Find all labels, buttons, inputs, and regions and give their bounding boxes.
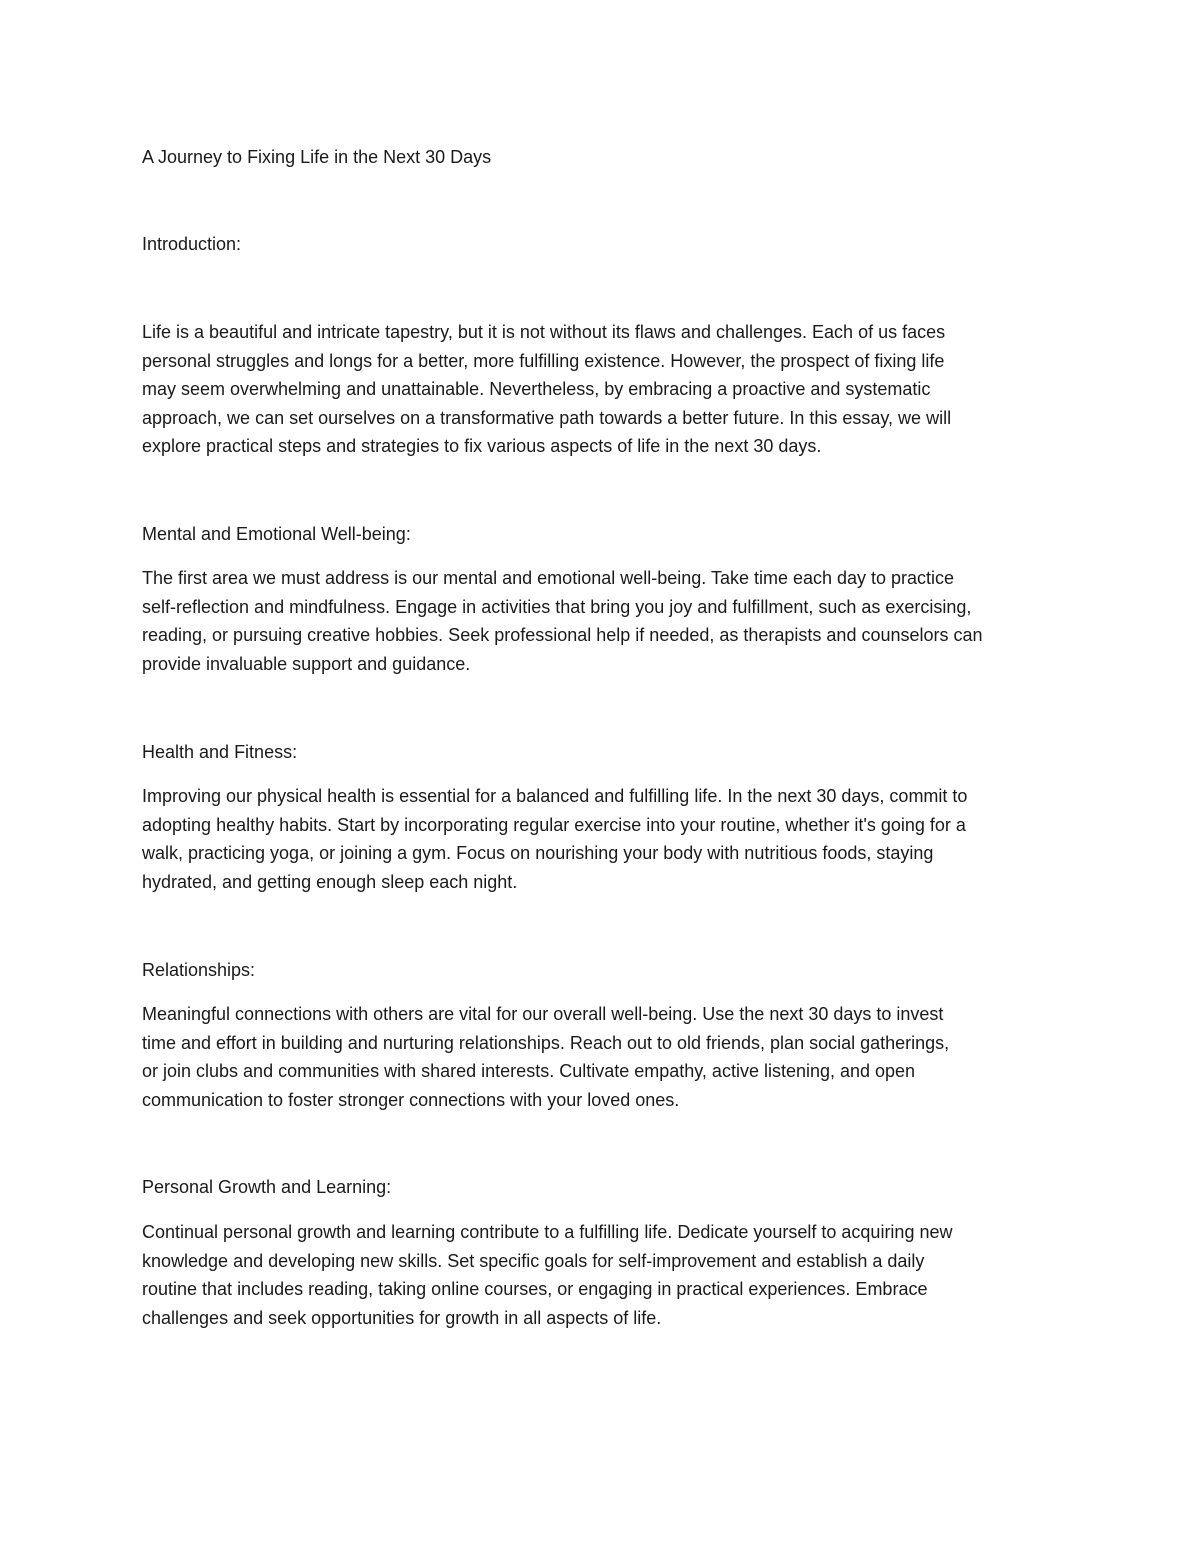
document-title: A Journey to Fixing Life in the Next 30 Days (142, 147, 492, 167)
section-paragraph-introduction (142, 318, 951, 461)
paragraph-line: knowledge and developing new skills. Set specific goals for self-improvement and establish a daily (142, 1250, 925, 1271)
paragraph-line: provide invaluable support and guidance. (142, 653, 471, 674)
section-paragraph-personal-growth (142, 1218, 952, 1332)
paragraph-line: or join clubs and communities with shared interests. Cultivate empathy, active listening, and open (142, 1061, 916, 1081)
paragraph-line: Improving our physical health is essential for a balanced and fulfilling life. In the next 30 days, commit to (142, 786, 968, 806)
section-heading-introduction: Introduction: (142, 234, 242, 254)
section-heading-relationships: Relationships: (142, 960, 256, 980)
section-paragraph-health-fitness (142, 782, 967, 896)
paragraph-line: explore practical steps and strategies to fix various aspects of life in the next 30 days. (142, 436, 822, 456)
paragraph-line: Meaningful connections with others are vital for our overall well-being. Use the next 30 days to invest (142, 1004, 944, 1024)
paragraph-line: Continual personal growth and learning contribute to a fulfilling life. Dedicate yourself to acquiring new (142, 1222, 953, 1242)
paragraph-line: communication to foster stronger connections with your loved ones. (142, 1089, 680, 1110)
paragraph-line: adopting healthy habits. Start by incorporating regular exercise into your routine, whether it's going for a (142, 814, 966, 835)
paragraph-line: approach, we can set ourselves on a transformative path towards a better future. In this essay, we will (142, 407, 952, 428)
paragraph-line: The first area we must address is our mental and emotional well-being. Take time each day to practice (142, 568, 955, 588)
section-paragraph-mental-wellbeing (142, 564, 983, 678)
paragraph-line: time and effort in building and nurturing relationships. Reach out to old friends, plan social gatherings, (142, 1032, 950, 1053)
paragraph-line: hydrated, and getting enough sleep each night. (142, 871, 518, 892)
section-heading-personal-growth: Personal Growth and Learning: (142, 1177, 392, 1197)
section-heading-mental-wellbeing: Mental and Emotional Well-being: (142, 524, 411, 544)
paragraph-line: may seem overwhelming and unattainable. Nevertheless, by embracing a proactive and systematic (142, 379, 931, 399)
paragraph-line: self-reflection and mindfulness. Engage in activities that bring you joy and fulfillment, such as exercising, (142, 596, 972, 617)
paragraph-line: Life is a beautiful and intricate tapestry, but it is not without its flaws and challenges. Each of us faces (142, 322, 946, 342)
section-paragraph-relationships (142, 1000, 949, 1114)
paragraph-line: routine that includes reading, taking online courses, or engaging in practical experiences. Embrace (142, 1279, 928, 1299)
section-heading-health-fitness: Health and Fitness: (142, 742, 298, 762)
paragraph-line: challenges and seek opportunities for growth in all aspects of life. (142, 1307, 662, 1328)
paragraph-line: personal struggles and longs for a better, more fulfilling existence. However, the prospect of fixing life (142, 350, 945, 371)
paragraph-line: reading, or pursuing creative hobbies. Seek professional help if needed, as therapists and counselors can (142, 625, 983, 645)
paragraph-line: walk, practicing yoga, or joining a gym. Focus on nourishing your body with nutritious foods, staying (142, 843, 934, 863)
